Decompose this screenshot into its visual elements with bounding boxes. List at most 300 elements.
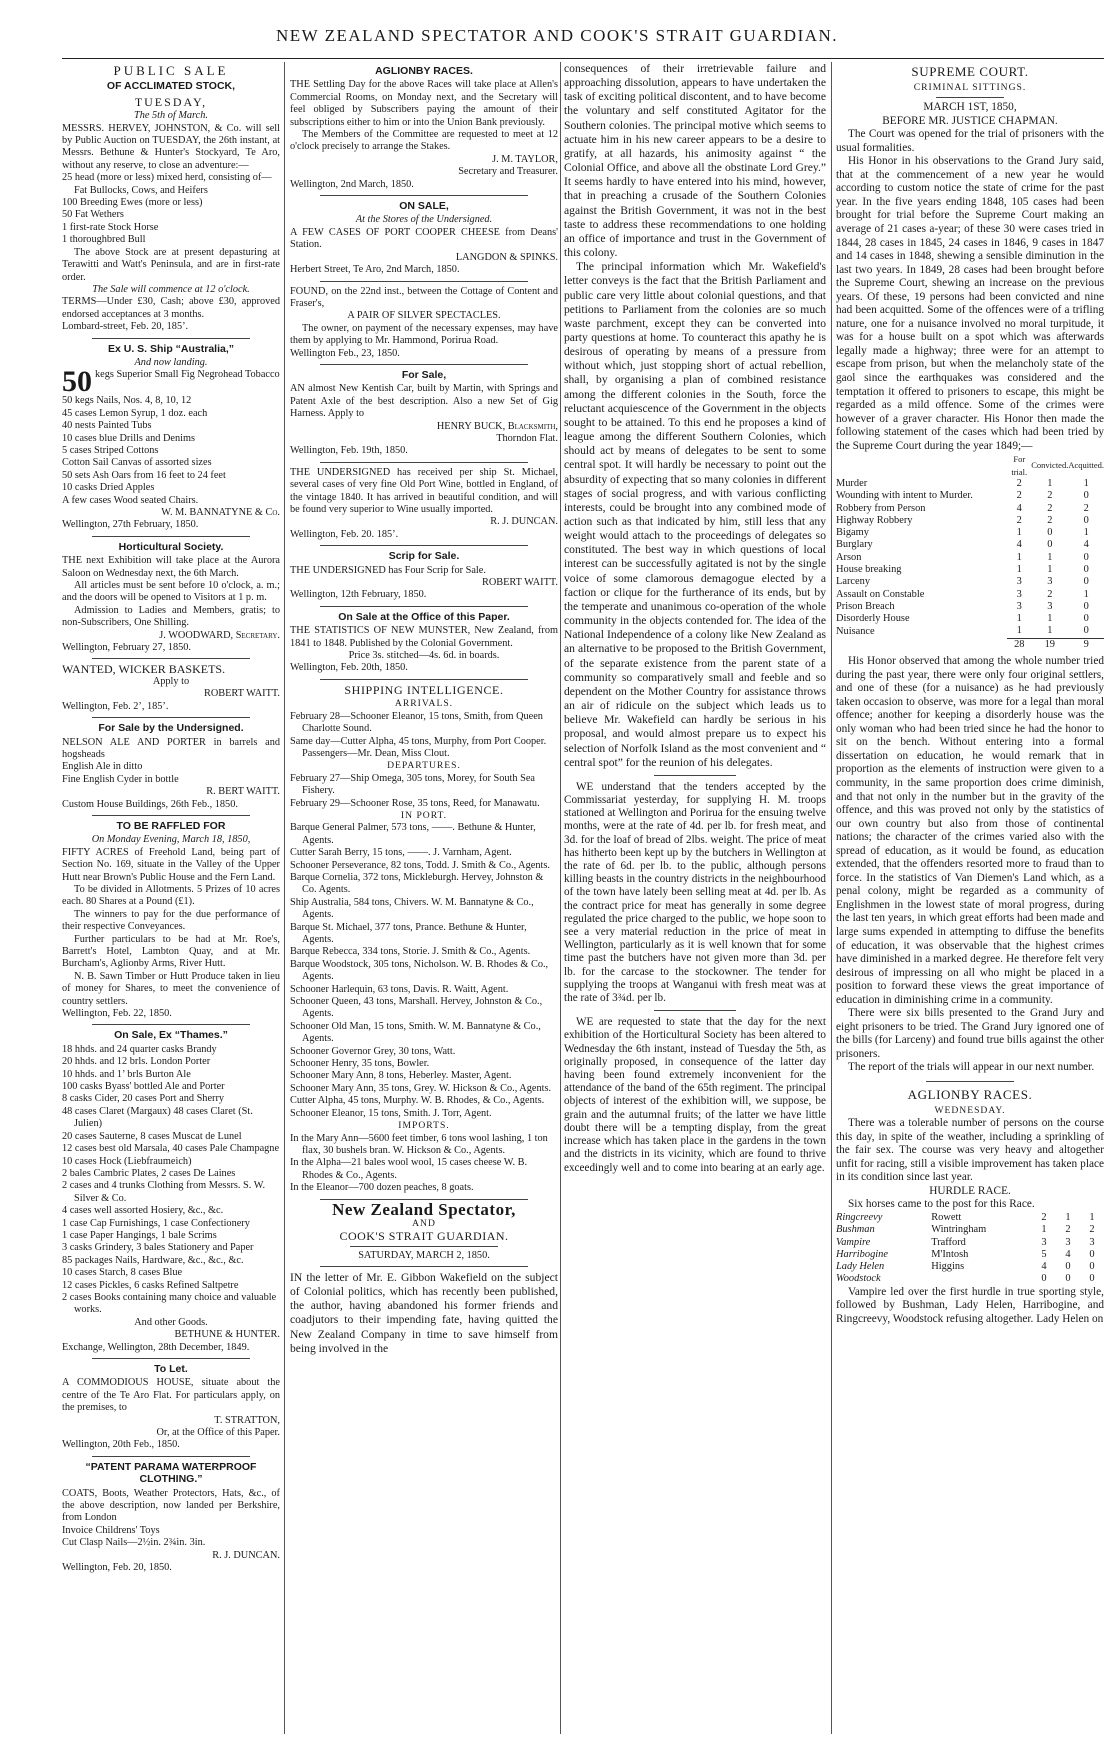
list-item: Schooner Harlequin, 63 tons, Davis. R. Waitt, Agent. — [290, 983, 509, 995]
table-cell: 2 — [1047, 502, 1053, 514]
separator — [350, 1246, 498, 1247]
table-row — [836, 527, 1104, 539]
list-item: 1 case Paper Hangings, 1 bale Scrims — [62, 1229, 217, 1241]
list-item: 1 case Cap Furnishings, 1 case Confectionery — [62, 1217, 250, 1229]
table-cell: Disorderly House — [836, 613, 910, 625]
ad-date: Wellington, Feb. 20. 185’. — [290, 528, 399, 540]
table-cell: 0 — [1065, 1273, 1071, 1285]
table-cell: Highway Robbery — [836, 514, 913, 526]
section-heading: SHIPPING INTELLIGENCE. — [344, 682, 504, 697]
table-cell: Rowett — [931, 1211, 962, 1223]
table-cell: Wintringham — [931, 1224, 987, 1236]
table-cell: 1 — [1047, 477, 1053, 489]
table-header-cell: Acquitted. — [1068, 460, 1104, 471]
ad-heading: On Sale at the Office of this Paper. — [338, 610, 510, 623]
masthead-title: NEW ZEALAND SPECTATOR AND COOK'S STRAIT GUARDIAN. — [275, 26, 839, 45]
separator — [92, 1456, 250, 1457]
table-header-cell — [836, 453, 1007, 478]
separator — [320, 679, 528, 680]
ad-signature: R. J. DUNCAN. — [212, 1549, 280, 1561]
ad-heading: For Sale by the Undersigned. — [98, 722, 244, 735]
list-item: 18 hhds. and 24 quarter casks Brandy — [62, 1043, 217, 1055]
editorial-paragraph: consequences of their irretrievable failure and approaching dissolution, appears to have undertaken the task of exciting political discontent, and to have become the voluntary and self constituted Agitator for the Southern colonies. The principal motive which seems to actuate him in his new career appears to be a desire to gratify, at all hazards, his animosity against “ the Colonial Office, and above all the obstinate Lord Grey.” It seems hardly to have entered into his mind, however, that in preaching a crusade of the Southern Colonies against the British Government, it was not in the best taste to address these recommendations to one holding an office of importance and trust in the Government of this colony. — [564, 62, 826, 260]
ad-date: Exchange, Wellington, 28th December, 1849. — [62, 1341, 250, 1353]
court-date: MARCH 1ST, 1850, — [923, 101, 1017, 114]
table-cell: 2 — [1016, 514, 1022, 526]
ad-heading: Horticultural Society. — [118, 540, 224, 553]
list-item: 20 cases Sauterne, 8 cases Muscat de Lunel — [62, 1130, 242, 1142]
ad-date: Custom House Buildings, 26th Feb., 1850. — [62, 798, 238, 810]
list-item: 50 Fat Wethers — [62, 209, 124, 221]
list-item: 2 cases and 4 trunks Clothing from Messrs. S. W. Silver & Co. — [62, 1180, 266, 1204]
ad-body: Apply to — [152, 675, 190, 687]
section-subheading: WEDNESDAY. — [934, 1104, 1006, 1116]
list-item: A few cases Wood seated Chairs. — [62, 494, 199, 506]
ad-body: MESSRS. HERVEY, JOHNSTON, & Co. will sell by Public Auction on TUESDAY, the 26th instant, at Messrs. Bethune & Hunter's Stockyard, Te Aro, without any reserve, to close an adventure:— — [62, 122, 280, 171]
separator — [320, 462, 528, 463]
shipping-list — [290, 1133, 558, 1195]
section-subheading: IN PORT. — [400, 809, 448, 821]
table-cell: 1 — [1041, 1224, 1047, 1236]
issue-date: SATURDAY, MARCH 2, 1850. — [358, 1249, 490, 1261]
separator — [92, 338, 250, 339]
table-cell: 1 — [1016, 551, 1022, 563]
table-cell: 1 — [1083, 477, 1089, 489]
table-cell: 0 — [1089, 1261, 1095, 1273]
ad-signature: R. J. DUNCAN. — [490, 516, 558, 528]
table-cell: Burglary — [836, 539, 873, 551]
list-item: 10 hhds. and 1’ brls Burton Ale — [62, 1068, 191, 1080]
table-cell: Prison Breach — [836, 600, 895, 612]
table-row — [836, 601, 1104, 613]
table-cell: Harribogine — [836, 1248, 888, 1260]
separator — [92, 1024, 250, 1025]
crime-table — [836, 453, 1104, 651]
separator — [92, 536, 250, 537]
ad-item-list — [62, 761, 280, 786]
paper-title-and: AND — [412, 1217, 436, 1229]
separator — [320, 545, 528, 546]
list-item: Schooner Governor Grey, 30 tons, Watt. — [290, 1045, 456, 1057]
table-cell: 0 — [1089, 1273, 1095, 1285]
table-header-row — [836, 453, 1104, 478]
list-item: 25 head (more or less) mixed herd, consisting of—Fat Bullocks, Cows, and Heifers — [62, 172, 272, 196]
ad-body: THE Settling Day for the above Races will take place at Allen's Commercial Rooms, on Monday next, and the Secretary will feel obliged by Subscribers paying the amount of their subscriptions either to him or into the Union Bank previously. — [290, 79, 558, 128]
table-cell: 0 — [1083, 514, 1089, 526]
column-divider — [284, 62, 285, 1734]
table-cell: 4 — [1016, 502, 1022, 514]
table-header-cell: Convicted. — [1031, 460, 1069, 471]
separator — [320, 1266, 528, 1267]
table-cell: 1 — [1016, 527, 1022, 539]
ad-signature: T. STRATTON, — [214, 1414, 280, 1426]
table-cell: 2 — [1016, 477, 1022, 489]
ad-signature: HENRY BUCK, Blacksmith, — [436, 420, 558, 432]
ad-body: The Members of the Committee are requested to meet at 12 o'clock precisely to arrange the Stakes. — [290, 129, 558, 153]
list-item: Invoice Childrens' Toys — [62, 1524, 160, 1536]
list-item: 1 first-rate Stock Horse — [62, 221, 159, 233]
table-cell: 1 — [1047, 563, 1053, 575]
table-cell: House breaking — [836, 563, 902, 575]
table-cell: 0 — [1083, 490, 1089, 502]
table-cell: Assault on Constable — [836, 588, 925, 600]
table-cell: 2 — [1047, 514, 1053, 526]
table-cell: Woodstock — [836, 1273, 881, 1285]
table-cell: 4 — [1083, 539, 1089, 551]
separator — [320, 364, 528, 365]
editorial-lead: IN the letter of Mr. E. Gibbon Wakefield on the subject of Colonial politics, which has recently been published, the author, having abandoned his former friends and coadjutors to their impending fate, having quitted the New Zealand Company in time to save himself from being involved in the — [290, 1271, 558, 1355]
masthead — [0, 0, 1114, 46]
list-item: 12 cases best old Marsala, 40 cases Pale Champagne — [62, 1143, 280, 1155]
list-item: 10 cases blue Drills and Denims — [62, 432, 195, 444]
ad-heading: Scrip for Sale. — [388, 550, 460, 563]
table-cell: 28 — [1007, 638, 1031, 651]
list-item: Barque St. Michael, 377 tons, Prance. Bethune & Hunter, Agents. — [290, 921, 527, 945]
list-item: Schooner Mary Ann, 35 tons, Grey. W. Hickson & Co., Agents. — [290, 1082, 552, 1094]
list-item: 45 cases Lemon Syrup, 1 doz. each — [62, 407, 208, 419]
list-item: Ship Australia, 584 tons, Chivers. W. M. Bannatyne & Co., Agents. — [290, 896, 534, 921]
list-item: Cut Clasp Nails—2½in. 2¾in. 3in. — [62, 1537, 206, 1549]
ad-body: WANTED, WICKER BASKETS. — [62, 662, 226, 677]
table-row — [836, 552, 1104, 564]
court-paragraph: There were six bills presented to the Grand Jury and eight prisoners to be tried. The Grand Jury ignored one of the bills (for Larceny) and found true bills against the other prisoners. — [836, 1007, 1104, 1060]
list-item: 12 cases Pickles, 6 casks Refined Saltpetre — [62, 1279, 239, 1291]
ad-date: Wellington Feb., 23, 1850. — [290, 347, 400, 359]
section-subheading: DEPARTURES. — [387, 760, 461, 772]
table-total-row — [836, 638, 1104, 651]
list-item: Schooner Henry, 35 tons, Bowler. — [290, 1058, 430, 1070]
list-item: Same day—Cutter Alpha, 45 tons, Murphy, from Port Cooper. Passengers—Mr. Dean, Miss Clout. — [290, 735, 547, 759]
ad-body: To be divided in Allotments. 5 Prizes of 10 acres each. 80 Shares at a Pound (£1). — [62, 883, 280, 908]
table-cell: 1 — [1083, 527, 1089, 539]
ad-date: Wellington, Feb. 22, 1850. — [62, 1008, 172, 1020]
crime-table-body — [836, 478, 1104, 638]
ad-time: The Sale will commence at 12 o'clock. — [92, 283, 250, 295]
list-item: 2 cases Books containing many choice and valuable works. — [62, 1291, 277, 1316]
ad-signature: R. BERT WAITT. — [206, 786, 280, 798]
section-heading: AGLIONBY RACES. — [907, 1087, 1033, 1103]
races-paragraph: Six horses came to the post for this Race. — [848, 1198, 1035, 1211]
ad-signature: ROBERT WAITT. — [481, 577, 558, 589]
ad-signature: Thorndon Flat. — [496, 432, 558, 444]
ad-date: Wellington, Feb. 19th, 1850. — [290, 445, 408, 457]
ad-signature: J. WOODWARD, Secretary. — [159, 629, 280, 641]
ad-body: FOUND, on the 22nd inst., between the Cottage of Content and Fraser's, — [290, 285, 558, 309]
list-item: Schooner Mary Ann, 8 tons, Heberley. Master, Agent. — [290, 1070, 512, 1082]
table-row — [836, 1212, 1104, 1224]
list-item: Cotton Sail Canvas of assorted sizes — [62, 457, 212, 469]
table-cell: 1 — [1089, 1211, 1095, 1223]
ad-body: Further particulars to be had at Mr. Roe's, Barrett's Hotel, Lambton Quay, and at Mr. Burcham's, Aglionby Arms, River Hutt. — [62, 933, 280, 970]
paper-subtitle: COOK'S STRAIT GUARDIAN. — [339, 1229, 509, 1244]
list-item: February 27—Ship Omega, 305 tons, Morey, for South Sea Fishery. — [290, 772, 535, 797]
separator — [936, 97, 1004, 98]
races-paragraph: Vampire led over the first hurdle in true sporting style, followed by Bushman, Lady Helen, Harribogine, and Ringcreevy, Woodstock refusing altogether. Lady Helen on — [836, 1285, 1104, 1325]
list-item: In the Alpha—21 bales wool wool, 15 cases cheese W. B. Rhodes & Co., Agents. — [290, 1157, 528, 1181]
column-divider — [560, 62, 561, 1734]
table-cell: Bigamy — [836, 527, 869, 539]
table-cell: 0 — [1083, 613, 1089, 625]
table-row — [836, 478, 1104, 490]
ad-signature: BETHUNE & HUNTER. — [174, 1329, 280, 1341]
column-1 — [62, 62, 280, 1734]
ad-heading: Ex U. S. Ship “Australia,” — [107, 342, 235, 355]
table-row — [836, 589, 1104, 601]
ad-subheading: On Monday Evening, March 18, 1850, — [91, 834, 251, 846]
race-table-body — [836, 1212, 1104, 1286]
list-item: 10 cases Starch, 8 cases Blue — [62, 1267, 183, 1279]
separator — [92, 815, 250, 816]
ad-body: A PAIR OF SILVER SPECTACLES. — [347, 310, 501, 322]
ad-heading: To Let. — [154, 1363, 188, 1375]
table-cell: Vampire — [836, 1236, 871, 1248]
list-item: 100 Breeding Ewes (more or less) — [62, 197, 203, 209]
column-divider — [831, 62, 832, 1734]
table-cell: 1 — [1016, 613, 1022, 625]
list-item: 48 cases Claret (Margaux) 48 cases Claret (St. Julien) — [62, 1105, 253, 1130]
table-cell: 2 — [1083, 502, 1089, 514]
court-judge: BEFORE MR. JUSTICE CHAPMAN. — [882, 114, 1058, 127]
news-paragraph: WE understand that the tenders accepted by the Commissariat yesterday, for supplying H. M. troops stationed at Wellington and Porirua for the ensuing twelve months, were at the rate of 4d. per lb. for fresh meat, and 3d. for the loaf of bread of 2lbs. weight. The price of meat has hitherto been kept up by the butchers in Wellington at the rate of 6d. per lb. to the public, although persons killing beasts in the country districts in the neighbourhood of the town have lately been selling meat at 4d. per lb. As the contract price for meat has generally in some degree regulated the price charged to the public, we hope soon to see a very material reduction in the price of meat in Wellington, particularly as it is well known that for some time past the butchers have not given more than 3d. per lb. for the carcase to the stockowner. The tender for supplying the troops at Wanganui with fresh meat was at the rate of 3¾d. per lb. — [564, 780, 826, 1005]
ad-body: And other Goods. — [134, 1316, 208, 1328]
court-paragraph: The Court was opened for the trial of prisoners with the usual formalities. — [836, 128, 1104, 154]
ad-heading: TO BE RAFFLED FOR — [116, 819, 226, 832]
table-cell: 3 — [1089, 1236, 1095, 1248]
ad-body: Price 3s. stitched—4s. 6d. in boards. — [348, 650, 500, 662]
list-item: Schooner Perseverance, 82 tons, Todd. J. Smith & Co., Agents. — [290, 859, 550, 871]
table-row — [836, 490, 1104, 502]
table-cell: Murder — [836, 477, 868, 489]
table-cell: M'Intosh — [931, 1248, 969, 1260]
table-cell: Nuisance — [836, 625, 875, 637]
list-item: 10 cases Hock (Liebfraumeich) — [62, 1155, 192, 1167]
ad-body: N. B. Sawn Timber or Hutt Produce taken in lieu of money for Shares, to meet the convenience of country settlers. — [62, 970, 280, 1007]
table-cell: 1 — [1016, 625, 1022, 637]
ad-date: Wellington, 27th February, 1850. — [62, 519, 199, 531]
ad-body: The winners to pay for the due performance of their respective Conveyances. — [62, 908, 280, 933]
table-cell: Larceny — [836, 576, 871, 588]
ad-body: THE UNDERSIGNED has Four Scrip for Sale. — [290, 564, 486, 576]
table-cell: 2 — [1089, 1224, 1095, 1236]
table-cell: Trafford — [931, 1236, 966, 1248]
race-table — [836, 1212, 1104, 1286]
ad-date: Wellington, 2nd March, 1850. — [290, 178, 414, 190]
ad-heading: PUBLIC SALE — [113, 63, 229, 78]
list-item: 4 cases well assorted Hosiery, &c., &c. — [62, 1205, 224, 1217]
ad-heading: ON SALE, — [399, 200, 449, 213]
ad-body: Admission to Ladies and Members, gratis; to non-Subscribers, One Shilling. — [62, 604, 280, 629]
table-cell: 4 — [1016, 539, 1022, 551]
list-item: English Ale in ditto — [62, 761, 143, 773]
column-3 — [564, 62, 826, 1734]
list-item: 2 bales Cambric Plates, 2 cases De Laines — [62, 1167, 236, 1179]
table-row — [836, 1237, 1104, 1249]
list-item: February 28—Schooner Eleanor, 15 tons, Smith, from Queen Charlotte Sound. — [290, 710, 543, 735]
table-row — [836, 576, 1104, 588]
shipping-list — [290, 773, 558, 810]
ad-body: The above Stock are at present depasturing at Terawitti and Watt's Peninsula, and are in first-rate order. — [62, 246, 280, 283]
list-item: 40 nests Painted Tubs — [62, 420, 152, 432]
list-item: In the Mary Ann—5600 feet timber, 6 tons wool lashing, 1 ton flax, 30 bushels bran. W. Hickson & Co., Agents. — [290, 1132, 548, 1156]
list-item: 10 casks Dried Apples — [62, 482, 155, 494]
list-item: 5 cases Striped Cottons — [62, 444, 159, 456]
table-cell: 1 — [1016, 563, 1022, 575]
ad-body: NELSON ALE AND PORTER in barrels and hogsheads — [62, 736, 280, 760]
table-cell: 5 — [1041, 1248, 1047, 1260]
ad-subheading: At the Stores of the Undersigned. — [355, 214, 493, 226]
separator — [92, 717, 250, 718]
races-paragraph: There was a tolerable number of persons on the course this day, in spite of the weather, including a sprinkling of the fair sex. The course was very heavy and altogether unfit for racing, still a visible improvement has taken place in its condition since last year. — [836, 1117, 1104, 1184]
table-cell: 1 — [1047, 625, 1053, 637]
ad-item-list — [62, 172, 280, 246]
court-paragraph: His Honor observed that among the whole number tried during the past year, there were only four original settlers, and one of these (for a nuisance) as he had previously taken occasion to observe, was more for a legal than moral offence; another for keeping a disorderly house was the only woman who had been tried since he had the honor to sit on the bench. Without entering into a formal dissertation on education, he would remark that in proportion as the elements of instruction were given to a community, in the same proportion does crime diminish, and that not only in the number but in the gravity of the offence, and this was proved not only by the statistics of our own country but also from those of continental nations; the character of the crimes varied also with the spread of education, as it would be found, as education extended, that the offenders resorted more to fraud than to force. In the statistics of Van Diemen's Land which, as a penal colony, might be regarded as a community of Englishmen in the lowest state of moral progress, during the last ten years, in which great efforts had been made and large sums expended in attempting to diffuse the benefits of education, it was observable that the highest crimes have diminished in a marked degree. He therefore felt very desirous of impressing on all who might be placed in a position to forward these views the great importance of education in diminishing crime in a community. — [836, 655, 1104, 1006]
list-item: Barque General Palmer, 573 tons, ——. Bethune & Hunter, Agents. — [290, 822, 536, 846]
table-row — [836, 539, 1104, 551]
table-cell: 0 — [1083, 576, 1089, 588]
ad-signature: W. M. BANNATYNE & Co. — [161, 507, 280, 518]
race-heading: HURDLE RACE. — [929, 1184, 1011, 1197]
ad-date: Lombard-street, Feb. 20, 185’. — [62, 321, 189, 333]
ad-date: Wellington, February 27, 1850. — [62, 642, 192, 654]
table-cell: Ringcreevy — [836, 1211, 883, 1223]
table-cell: 0 — [1065, 1261, 1071, 1273]
ad-heading: AGLIONBY RACES. — [375, 65, 473, 77]
separator — [926, 1081, 1014, 1082]
ad-heading: For Sale, — [401, 368, 447, 381]
table-row — [836, 1273, 1104, 1285]
ad-signature: J. M. TAYLOR, — [492, 153, 558, 165]
separator — [320, 281, 528, 282]
shipping-list — [290, 711, 558, 761]
table-cell: 1 — [1047, 551, 1053, 563]
separator — [320, 606, 528, 607]
section-subheading: IMPORTS. — [398, 1120, 450, 1132]
ad-heading: “PATENT PARAMA WATERPROOF CLOTHING.” — [85, 1460, 257, 1486]
list-item: In the Eleanor—700 dozen peaches, 8 goats. — [290, 1182, 474, 1194]
table-cell: 2 — [1065, 1224, 1071, 1236]
ad-date: Wellington, 20th Feb., 1850. — [62, 1439, 180, 1451]
list-item: 8 casks Cider, 20 cases Port and Sherry — [62, 1093, 225, 1105]
list-item: Cutter Sarah Berry, 15 tons, ——. J. Varnham, Agent. — [290, 847, 512, 859]
table-cell: 2 — [1047, 490, 1053, 502]
ad-body: All articles must be sent before 10 o'clock, a. m.; and the doors will be opened to Visitors at 1 p. m. — [62, 580, 280, 604]
table-cell: 3 — [1016, 588, 1022, 600]
list-item: Barque Cornelia, 372 tons, Mickleburgh. Hervey, Johnston & Co. Agents. — [290, 871, 544, 896]
table-cell: Lady Helen — [836, 1261, 885, 1273]
table-row — [836, 564, 1104, 576]
ad-date: Wellington, Feb. 20th, 1850. — [290, 662, 408, 674]
ad-heading: On Sale, Ex “Thames.” — [114, 1029, 228, 1042]
table-row — [836, 515, 1104, 527]
table-cell: 0 — [1083, 551, 1089, 563]
column-4 — [836, 62, 1104, 1734]
separator — [92, 658, 250, 659]
ad-body: A COMMODIOUS HOUSE, situate about the centre of the Te Aro Flat. For particulars apply, on the premises, to — [62, 1377, 280, 1414]
table-row — [836, 1224, 1104, 1236]
ad-body: THE STATISTICS OF NEW MUNSTER, New Zealand, from 1841 to 1848. Published by the Colonial Government. — [290, 625, 558, 649]
list-item: Schooner Eleanor, 15 tons, Smith. J. Torr, Agent. — [290, 1107, 492, 1119]
section-subheading: ARRIVALS. — [394, 698, 454, 710]
table-cell: 0 — [1083, 600, 1089, 612]
list-item: 50 kegs Nails, Nos. 4, 8, 10, 12 — [62, 395, 192, 407]
ad-item-list — [62, 395, 280, 507]
separator — [92, 1358, 250, 1359]
ad-signature: Secretary and Treasurer. — [458, 166, 558, 178]
ad-body: kegs Superior Small Fig Negrohead Tobacco — [95, 369, 280, 381]
court-paragraph: His Honor in his observations to the Grand Jury said, that at the commencement of a new year he would according to custom notice the state of crime for the past year. In the five years ending 1848, 105 cases had been brought for trial before the Supreme Court making an average of 21 cases a-year; of these 30 were cases tried in 1844, 28 cases in 1845, 24 cases in 1846, 9 cases in 1847 and 14 cases in 1848, shewing a sensible diminution in the last two years. In 1849, 28 cases had been brought before the Supreme Court, shewing an increase on the previous years. Of these, 19 persons had been convicted and nine had been acquitted. Some of the offences were of a trifling nature, one for a nuisance involved no moral turpitude, it was for a house built on a spot which was afterwards legally made a highway; three were for an attempt to escape from prison, but when the melancholy state of the gaol since the earthquakes was considered and the temptation it offered to prisoners to escape, this might be regarded as a mild offence. Some of the crimes were however of a graver character. His Honor then made the following statement of the cases which had been tried by the Supreme Court during the year 1849;— — [836, 155, 1104, 452]
list-item: Schooner Old Man, 15 tons, Smith. W. M. Bannatyne & Co., Agents. — [290, 1020, 541, 1045]
table-cell: 0 — [1089, 1248, 1095, 1260]
ad-date: Herbert Street, Te Aro, 2nd March, 1850. — [290, 264, 460, 276]
table-cell — [931, 1273, 1032, 1285]
shipping-list — [290, 822, 558, 1120]
news-paragraph: WE are requested to state that the day for the next exhibition of the Horticultural Society has been altered to Wednesday the 6th instant, instead of Tuesday the 5th, as originally proposed, in consequence of the latter day having been found extremely inconvenient for the attendance of the band of the 65th regiment. The principal objects of interest of the exhibition will, we suppose, be grain and the autumnal fruits; of the latter we have little doubt there will be a tempting display, from the great increase which has taken place in the gardens in the town and the districts in its vicinity, which are found to thrive exceedingly well and to come into bearing at an early age. — [564, 1016, 826, 1174]
table-cell: 3 — [1065, 1236, 1071, 1248]
table-cell: 0 — [1083, 563, 1089, 575]
table-cell: 1 — [1065, 1211, 1071, 1223]
list-item: Barque Rebecca, 334 tons, Storie. J. Smith & Co., Agents. — [290, 946, 531, 958]
list-item: 85 packages Nails, Hardware, &c., &c., &c. — [62, 1254, 244, 1266]
section-subheading: CRIMINAL SITTINGS. — [913, 81, 1027, 93]
masthead-rule — [62, 58, 1104, 59]
ad-body: THE UNDERSIGNED has received per ship St. Michael, several cases of very fine Old Port Wine, bottled in England, of the vintage 1840. It has arrived in beautiful condition, and will be found very superior to Wine usually imported. — [290, 466, 558, 515]
table-row — [836, 1261, 1104, 1273]
table-cell: Higgins — [931, 1261, 965, 1273]
ad-terms: TERMS—Under £30, Cash; above £30, approved endorsed acceptances at 3 months. — [62, 296, 280, 320]
ad-signature: ROBERT WAITT. — [203, 688, 280, 700]
table-row — [836, 625, 1104, 638]
table-cell: 19 — [1031, 638, 1068, 651]
ad-date: The 5th of March. — [134, 110, 208, 122]
ad-body: The owner, on payment of the necessary expenses, may have them by applying to Mr. Hammond, Porirua Road. — [290, 322, 558, 347]
table-cell: 0 — [1083, 625, 1089, 637]
ad-subheading: TUESDAY, — [134, 94, 208, 109]
table-row — [836, 613, 1104, 625]
table-cell: 0 — [1047, 527, 1053, 539]
table-cell: 0 — [1041, 1273, 1047, 1285]
ad-date: Wellington, Feb. 20, 1850. — [62, 1562, 172, 1574]
ad-subheading: And now landing. — [134, 356, 208, 368]
ad-signature: LANGDON & SPINKS. — [455, 251, 558, 263]
table-cell: 4 — [1041, 1261, 1047, 1273]
table-cell: Wounding with intent to Murder. — [836, 490, 973, 502]
table-cell: Arson — [836, 551, 862, 563]
column-2 — [290, 62, 558, 1734]
table-cell: 3 — [1016, 600, 1022, 612]
table-cell: 3 — [1047, 576, 1053, 588]
table-cell: 1 — [1083, 588, 1089, 600]
table-cell: 2 — [1016, 490, 1022, 502]
ad-body: A FEW CASES OF PORT COOPER CHEESE from Deans' Station. — [290, 226, 558, 251]
list-item: Barque Woodstock, 305 tons, Nicholson. W. B. Rhodes & Co., Agents. — [290, 958, 549, 983]
list-item: Cutter Alpha, 45 tons, Murphy. W. B. Rhodes, & Co., Agents. — [290, 1095, 545, 1107]
table-cell: 9 — [1068, 638, 1104, 651]
table-cell: Robbery from Person — [836, 502, 926, 514]
table-cell — [836, 638, 1007, 651]
editorial-paragraph: The principal information which Mr. Wakefield's letter conveys is the fact that the British Parliament and public care very little about colonial questions, and that petitions to Parliament from the colonies are so much waste parchment, except they can be converted into party questions at home. To counteract this apathy he is desirous of operating by means of a pressure from without which, just stopping short of actual rebellion, shall, by organising a plan of combined resistance among the different colonies in the South, force the reluctant acquiescence of the Government in the objects sought to be attained. To this end he proposes a kind of league among the different Southern Colonies, which should act by means of delegates to be sent to some central spot. It will hardly be necessary to point out the absurdity of expecting that so many colonies in different stages of social progress, and with various conflicting interests, could be brought into any combined mode of action such as that indicated by him, still less that any weight would attach to the proceedings of delegates so constituted. The best way in which questions of local interest can be successfully agitated is not by the single voice of some clamorous demagogue elected by a faction or clique for the furtherance of its ends, but by the temperate and unanimous co-operation of the whole community in the objects contended for. The idea of the National Independence of a colony like New Zealand as an alternative to be proposed to the British Government, of the separate existence from the parent state of a community so comparatively small and feeble and so dependent on the Mother Country for assistance throws an air of ridicule on the subject which leads us to believe Mr. Wakefield can hardly be serious in his proposal, and would almost prepare us to expect his selection of Norfolk Island as the most convenient and “ central spot” for the reunion of his delegates. — [564, 260, 826, 769]
ad-date: Wellington, Feb. 2’, 185’. — [62, 700, 169, 712]
ad-body: FIFTY ACRES of Freehold Land, being part of Section No. 169, situate in the Valley of the Upper Hutt near Brown's Public House and the Fern Land. — [62, 846, 280, 883]
separator — [320, 195, 528, 196]
court-paragraph: The report of the trials will appear in our next number. — [848, 1061, 1095, 1074]
table-cell: 2 — [1047, 588, 1053, 600]
list-item: 20 hhds. and 12 brls. London Porter — [62, 1056, 211, 1068]
table-cell: 3 — [1041, 1236, 1047, 1248]
list-item: Fine English Cyder in bottle — [62, 773, 179, 785]
list-item: 1 thoroughbred Bull — [62, 234, 146, 246]
ad-item-list — [62, 1044, 280, 1317]
ad-body: COATS, Boots, Weather Protectors, Hats, &c., of the above description, now landed per Berkshire, from London — [62, 1487, 280, 1524]
